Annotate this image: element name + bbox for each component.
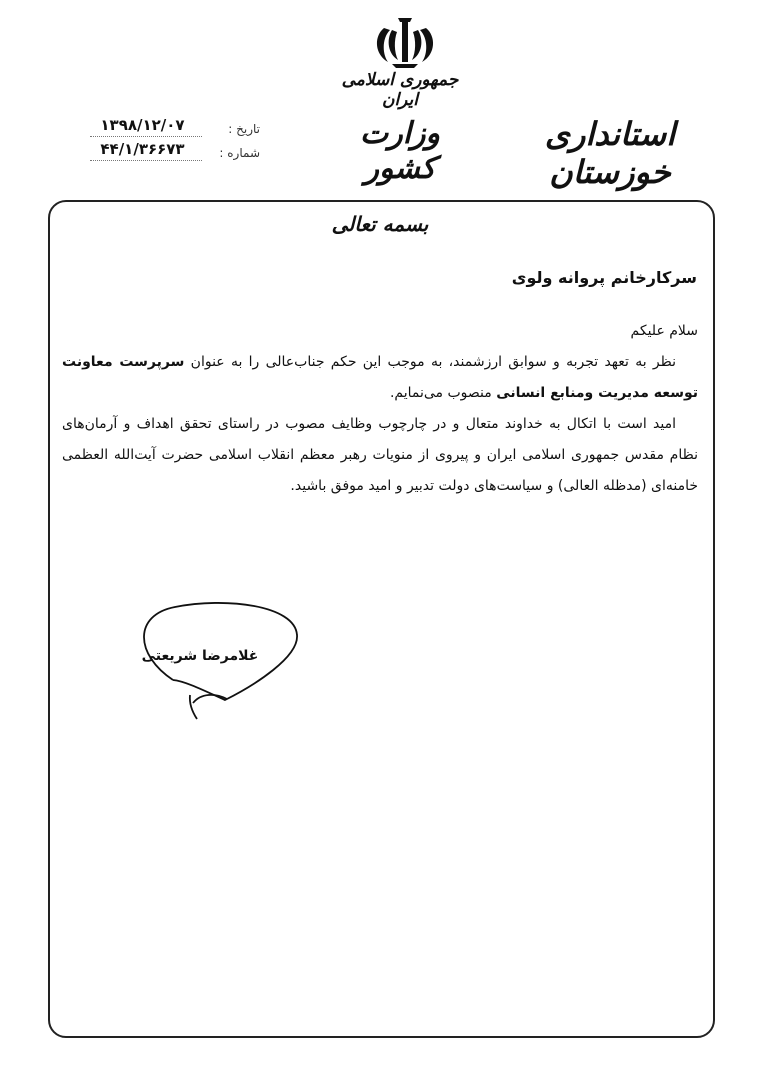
bismillah: بسمه تعالی xyxy=(331,212,429,236)
date-row xyxy=(90,116,260,140)
signer-name: غلامرضا شریعتی xyxy=(141,648,259,664)
wishes-paragraph: امید است با اتکال به خداوند متعال و در چارچوب وظایف مصوب در راستای تحقق اهداف و آرمان‌های نظام مقدس جمهوری اسلامی ایران و پیروی از منویات رهبر معظم انقلاب اسلامی حضرت آیت‌الله العظمی خامنه‌ای (مدظله العالی) و سیاست‌های دولت تدبیر و امید موفق باشید. xyxy=(62,416,698,494)
republic-title: جمهوری اسلامی ایران xyxy=(341,70,459,110)
iran-emblem-icon xyxy=(370,14,440,72)
appointment-paragraph xyxy=(62,347,698,409)
number-value: ۴۴/۱/۳۶۶۷۳ xyxy=(100,140,185,158)
recipient: سرکارخانم پروانه ولوی xyxy=(511,268,697,287)
appointment-text-start: نظر به تعهد تجربه و سوابق ارزشمند، به موجب این حکم جناب‌عالی را به عنوان xyxy=(184,354,676,370)
appointment-text-end: منصوب می‌نمایم. xyxy=(389,385,497,401)
date-dotted-line xyxy=(90,136,202,137)
letter-meta xyxy=(90,116,260,164)
date-label: تاریخ : xyxy=(228,122,260,136)
letter-body xyxy=(62,316,698,502)
date-value: ۱۳۹۸/۱۲/۰۷ xyxy=(100,116,185,134)
number-row xyxy=(90,140,260,164)
position-title: سرپرست معاونت توسعه مدیریت ومنابع انسانی xyxy=(62,354,698,401)
number-label: شماره : xyxy=(219,146,260,160)
ministry-title: وزارت کشور xyxy=(359,116,441,186)
greeting: سلام علیکم xyxy=(630,323,698,339)
governorate-title: استانداری خوزستان xyxy=(544,115,676,191)
number-dotted-line xyxy=(90,160,202,161)
